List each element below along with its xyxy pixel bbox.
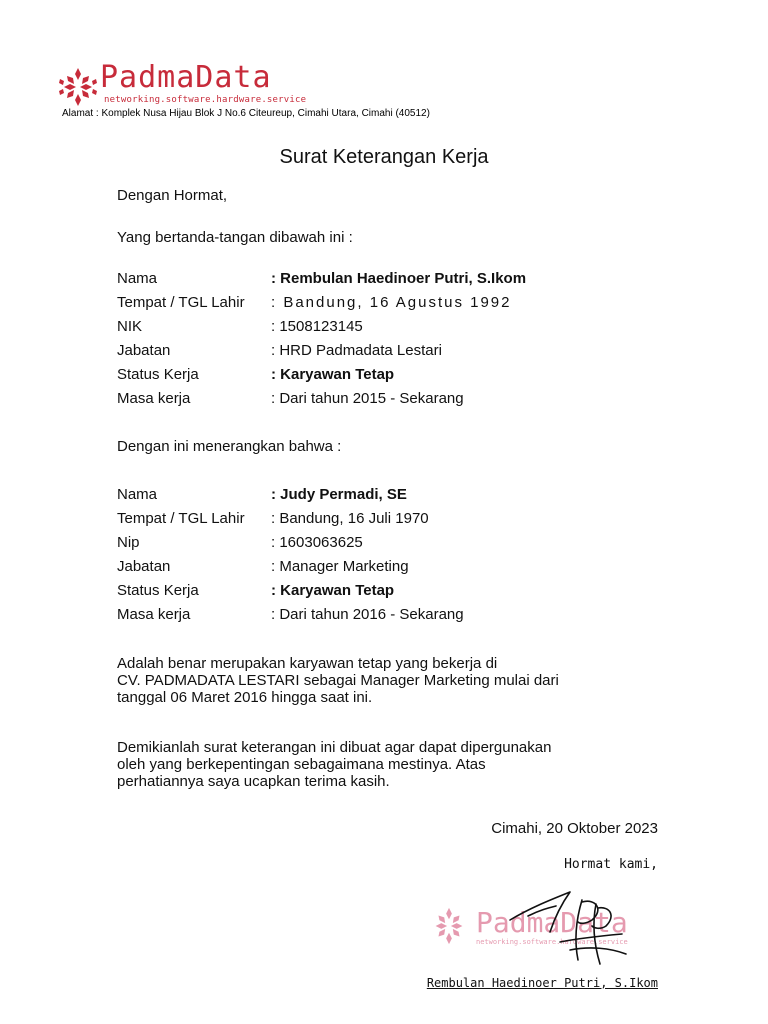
intro-text: Yang bertanda-tangan dibawah ini : [117, 229, 353, 246]
paragraph-line: perhatiannya saya ucapkan terima kasih. [117, 773, 390, 790]
field-value: : 1603063625 [271, 534, 363, 551]
field-label: Nama [117, 270, 158, 287]
statement-intro: Dengan ini menerangkan bahwa : [117, 438, 342, 455]
handwritten-signature [500, 880, 650, 970]
paragraph-line: Adalah benar merupakan karyawan tetap yang bekerja di [117, 655, 498, 672]
place-date: Cimahi, 20 Oktober 2023 [491, 820, 658, 837]
field-value: : Dari tahun 2015 - Sekarang [271, 390, 464, 407]
letter-title: Surat Keterangan Kerja [279, 146, 489, 168]
company-logo [58, 60, 322, 110]
paragraph-line: oleh yang berkepentingan sebagaimana mestinya. Atas [117, 756, 486, 773]
field-label: Status Kerja [117, 366, 199, 383]
regards: Hormat kami, [564, 857, 658, 872]
field-value: : Manager Marketing [271, 558, 409, 575]
field-label: Jabatan [117, 558, 171, 575]
field-value: : HRD Padmadata Lestari [271, 342, 442, 359]
field-label: Tempat / TGL Lahir [117, 294, 245, 311]
closing-paragraph [117, 739, 551, 790]
field-value: : Rembulan Haedinoer Putri, S.Ikom [271, 270, 527, 287]
logo-tagline: networking.software.hardware.service [104, 95, 307, 105]
stamp-wordmark: PadmaData [476, 906, 628, 939]
field-label: Nip [117, 534, 140, 551]
field-value: : Dari tahun 2016 - Sekarang [271, 606, 464, 623]
field-label: Masa kerja [117, 606, 191, 623]
paragraph-line: CV. PADMADATA LESTARI sebagai Manager Marketing mulai dari [117, 672, 559, 689]
field-value: : Judy Permadi, SE [271, 486, 407, 503]
body-paragraph [117, 655, 559, 706]
field-label: NIK [117, 318, 143, 335]
paragraph-line: tanggal 06 Maret 2016 hingga saat ini. [117, 689, 373, 706]
field-value: : Bandung, 16 Agustus 1992 [271, 294, 512, 311]
field-label: Nama [117, 486, 158, 503]
greeting: Dengan Hormat, [117, 187, 228, 204]
field-label: Tempat / TGL Lahir [117, 510, 245, 527]
field-label: Status Kerja [117, 582, 199, 599]
company-address: Alamat : Komplek Nusa Hijau Blok J No.6 Citeureup, Cimahi Utara, Cimahi (40512) [62, 108, 430, 119]
paragraph-line: Demikianlah surat keterangan ini dibuat agar dapat dipergunakan [117, 739, 552, 756]
flower-logo-icon [58, 64, 98, 110]
field-value: : Bandung, 16 Juli 1970 [271, 510, 429, 527]
field-label: Jabatan [117, 342, 171, 359]
field-value: : 1508123145 [271, 318, 363, 335]
logo-wordmark: PadmaData [100, 60, 272, 95]
flower-stamp-icon [428, 904, 470, 948]
stamp-tagline: networking.software.hardware.service [476, 938, 628, 946]
field-label: Masa kerja [117, 390, 191, 407]
field-value: : Karyawan Tetap [271, 366, 395, 383]
signer-name: Rembulan Haedinoer Putri, S.Ikom [426, 976, 658, 990]
field-value: : Karyawan Tetap [271, 582, 395, 599]
